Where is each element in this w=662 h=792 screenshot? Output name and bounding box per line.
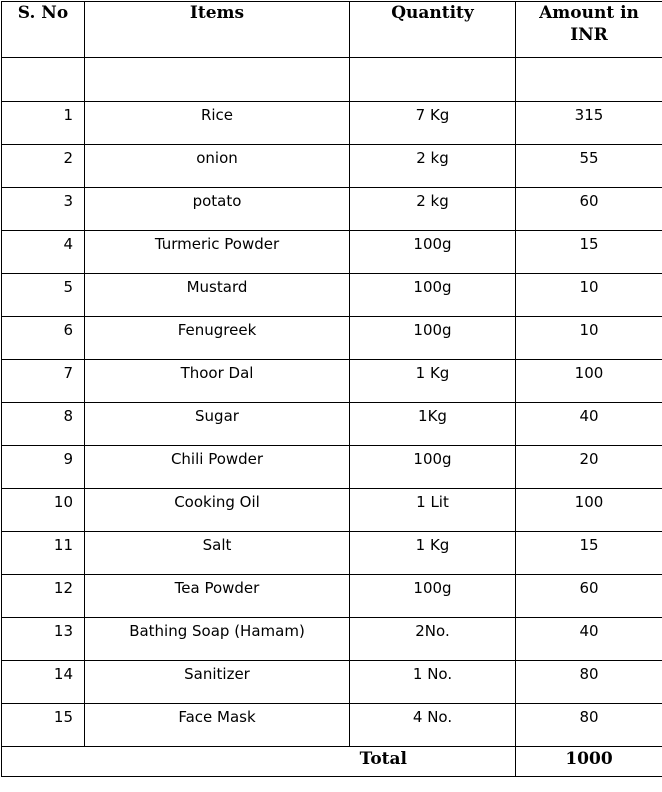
row-item: Bathing Soap (Hamam) bbox=[85, 618, 350, 661]
row-quantity: 1 Lit bbox=[350, 489, 516, 532]
table-row bbox=[2, 661, 662, 704]
row-quantity: 100g bbox=[350, 575, 516, 618]
row-item: Turmeric Powder bbox=[85, 231, 350, 274]
row-amount: 55 bbox=[516, 145, 662, 188]
row-item: onion bbox=[85, 145, 350, 188]
row-sno: 8 bbox=[2, 403, 85, 446]
table-row bbox=[2, 317, 662, 360]
row-quantity: 100g bbox=[350, 446, 516, 489]
row-sno: 15 bbox=[2, 704, 85, 747]
table-row bbox=[2, 188, 662, 231]
table-row bbox=[2, 145, 662, 188]
table-row bbox=[2, 231, 662, 274]
row-sno: 5 bbox=[2, 274, 85, 317]
table-row bbox=[2, 102, 662, 145]
row-quantity: 4 No. bbox=[350, 704, 516, 747]
row-item: potato bbox=[85, 188, 350, 231]
row-quantity: 1 Kg bbox=[350, 360, 516, 403]
row-sno: 13 bbox=[2, 618, 85, 661]
row-amount: 20 bbox=[516, 446, 662, 489]
header-items: Items bbox=[85, 2, 350, 58]
row-amount: 15 bbox=[516, 231, 662, 274]
table-row bbox=[2, 446, 662, 489]
row-quantity: 100g bbox=[350, 274, 516, 317]
row-sno: 11 bbox=[2, 532, 85, 575]
row-quantity: 100g bbox=[350, 317, 516, 360]
row-quantity: 2No. bbox=[350, 618, 516, 661]
row-amount: 100 bbox=[516, 489, 662, 532]
row-item: Sanitizer bbox=[85, 661, 350, 704]
row-sno: 14 bbox=[2, 661, 85, 704]
row-quantity: 100g bbox=[350, 231, 516, 274]
row-item: Face Mask bbox=[85, 704, 350, 747]
grocery-table bbox=[1, 1, 662, 777]
header-amount: Amount in INR bbox=[516, 2, 662, 58]
row-item: Tea Powder bbox=[85, 575, 350, 618]
row-quantity: 2 kg bbox=[350, 188, 516, 231]
header-quantity: Quantity bbox=[350, 2, 516, 58]
blank-cell bbox=[350, 58, 516, 102]
row-item: Rice bbox=[85, 102, 350, 145]
row-quantity: 7 Kg bbox=[350, 102, 516, 145]
row-amount: 15 bbox=[516, 532, 662, 575]
table-row bbox=[2, 704, 662, 747]
row-item: Chili Powder bbox=[85, 446, 350, 489]
blank-cell bbox=[516, 58, 662, 102]
total-amount: 1000 bbox=[516, 747, 662, 777]
row-amount: 10 bbox=[516, 317, 662, 360]
table-row bbox=[2, 618, 662, 661]
blank-row bbox=[2, 58, 662, 102]
header-row bbox=[2, 2, 662, 58]
row-sno: 10 bbox=[2, 489, 85, 532]
row-amount: 10 bbox=[516, 274, 662, 317]
row-amount: 60 bbox=[516, 575, 662, 618]
table-row bbox=[2, 274, 662, 317]
row-item: Mustard bbox=[85, 274, 350, 317]
row-item: Salt bbox=[85, 532, 350, 575]
total-label: Total bbox=[2, 747, 516, 777]
row-amount: 315 bbox=[516, 102, 662, 145]
row-sno: 9 bbox=[2, 446, 85, 489]
row-sno: 7 bbox=[2, 360, 85, 403]
row-sno: 3 bbox=[2, 188, 85, 231]
row-amount: 80 bbox=[516, 704, 662, 747]
row-sno: 1 bbox=[2, 102, 85, 145]
row-item: Cooking Oil bbox=[85, 489, 350, 532]
row-item: Fenugreek bbox=[85, 317, 350, 360]
total-row bbox=[2, 747, 662, 777]
blank-cell bbox=[85, 58, 350, 102]
row-amount: 40 bbox=[516, 618, 662, 661]
row-amount: 100 bbox=[516, 360, 662, 403]
table-row bbox=[2, 489, 662, 532]
row-sno: 2 bbox=[2, 145, 85, 188]
row-amount: 80 bbox=[516, 661, 662, 704]
table-body bbox=[2, 58, 662, 747]
row-quantity: 1Kg bbox=[350, 403, 516, 446]
row-quantity: 2 kg bbox=[350, 145, 516, 188]
row-quantity: 1 No. bbox=[350, 661, 516, 704]
header-sno: S. No bbox=[2, 2, 85, 58]
row-sno: 4 bbox=[2, 231, 85, 274]
row-sno: 6 bbox=[2, 317, 85, 360]
blank-cell bbox=[2, 58, 85, 102]
row-amount: 40 bbox=[516, 403, 662, 446]
table-row bbox=[2, 360, 662, 403]
row-amount: 60 bbox=[516, 188, 662, 231]
row-quantity: 1 Kg bbox=[350, 532, 516, 575]
table-row bbox=[2, 532, 662, 575]
row-sno: 12 bbox=[2, 575, 85, 618]
row-item: Sugar bbox=[85, 403, 350, 446]
table-row bbox=[2, 575, 662, 618]
row-item: Thoor Dal bbox=[85, 360, 350, 403]
table-row bbox=[2, 403, 662, 446]
